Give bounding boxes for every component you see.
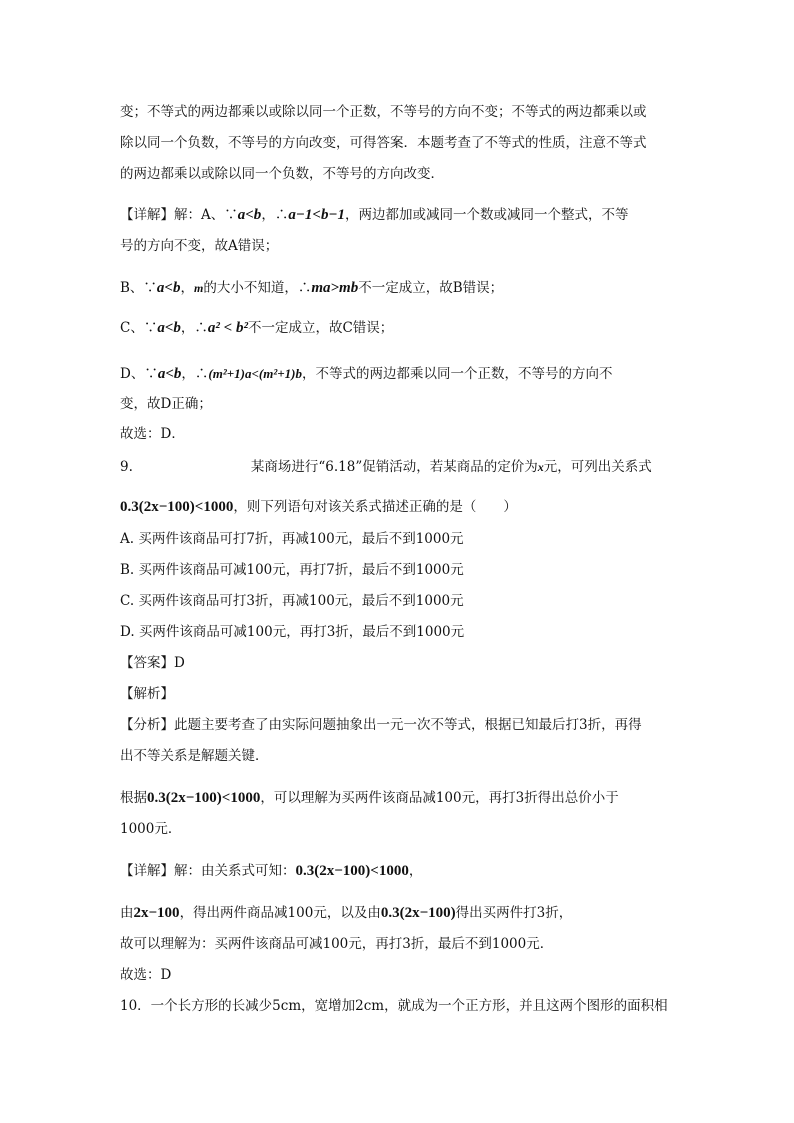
q9-detail-line — [120, 861, 422, 881]
comma: ， — [180, 280, 194, 296]
detail-c-head: C、 — [120, 320, 144, 336]
detail-b-line — [120, 278, 503, 298]
q9-so: 故可以理解为：买两件该商品可减100元，再打3折，最后不到1000元． — [120, 936, 554, 952]
q9-answer: 【答案】D — [120, 655, 185, 671]
detail-d-line-1 — [120, 364, 612, 384]
intro-line-3: 的两边都乘以或除以同一个负数，不等号的方向改变． — [120, 166, 444, 182]
detail-b-head: B、 — [120, 280, 144, 296]
comma: ， — [345, 207, 359, 223]
condition-a-lt-b: a<b — [157, 366, 182, 382]
detail-c-line — [120, 318, 393, 338]
result-d: (m²+1)a<(m²+1)b — [208, 366, 302, 381]
detail-b-text-mid: 的大小不知道， — [203, 280, 298, 296]
therefore-symbol: ∴ — [194, 320, 208, 336]
condition-a-lt-b: a<b — [237, 207, 262, 223]
detail-a-text-1: 两边都加或减同一个数或减同一个整式，不等 — [358, 207, 629, 223]
q9-option-d: D. 买两件该商品可减100元，再打3折，最后不到1000元 — [120, 624, 465, 640]
comma: ， — [181, 366, 195, 382]
because-symbol: ∵ — [224, 207, 238, 223]
q9-option-a: A. 买两件该商品可打7折，再减100元，最后不到1000元 — [120, 531, 464, 547]
q9-from-pre: 由 — [120, 905, 134, 921]
detail-a-head: 【详解】解：A、 — [120, 207, 225, 223]
condition-a-lt-b: a<b — [156, 280, 181, 296]
q9-basis-pre: 根据 — [120, 790, 147, 806]
detail-a-line-2: 号的方向不变，故A错误； — [120, 238, 279, 254]
q9-basis-line-1 — [120, 788, 619, 808]
q9-from-expr-2: 0.3(2x−100) — [380, 905, 456, 921]
q9-from-mid: ，得出两件商品减100元，以及由 — [179, 905, 381, 921]
therefore-symbol: ∴ — [274, 207, 289, 223]
q9-stem-2: ，则下列语句对该关系式描述正确的是（ ） — [233, 499, 517, 515]
q9-stem-text: 某商场进行“6.18”促销活动，若某商品的定价为 — [250, 459, 538, 475]
q9-basis-post: ，可以理解为买两件该商品减100元，再打3折得出总价小于 — [260, 790, 619, 806]
result-b: ma>mb — [311, 280, 359, 296]
condition-a-lt-b: a<b — [157, 320, 181, 336]
q9-analysis-title: 【解析】 — [120, 686, 174, 702]
q9-number: 9. — [120, 459, 133, 475]
q9-from-end: 得出买两件打3折， — [455, 905, 573, 921]
q9-option-b: B. 买两件该商品可减100元，再打7折，最后不到1000元 — [120, 562, 464, 578]
comma: ， — [261, 207, 275, 223]
because-symbol: ∵ — [143, 320, 158, 336]
q8-choice: 故选：D． — [120, 426, 185, 442]
q9-stem-line-1 — [120, 457, 652, 477]
q9-stem-end: 元，可列出关系式 — [543, 459, 652, 475]
intro-line-2: 除以同一个负数，不等号的方向改变，可得答案．本题考查了不等式的性质，注意不等式 — [120, 135, 647, 151]
because-symbol: ∵ — [143, 280, 157, 296]
detail-a-line-1 — [120, 205, 629, 225]
var-x: x — [537, 460, 544, 474]
detail-b-text-end: 不一定成立，故B错误； — [358, 280, 504, 296]
var-m: m — [193, 281, 204, 295]
result-a: a−1<b−1 — [288, 207, 346, 223]
q9-detail-formula: 0.3(2x−100)<1000 — [295, 863, 409, 879]
q9-option-c: C. 买两件该商品可打3折，再减100元，最后不到1000元 — [120, 593, 464, 609]
q9-basis-line-2: 1000元． — [120, 821, 182, 837]
q9-basis-formula: 0.3(2x−100)<1000 — [147, 790, 261, 806]
q9-detail-pre: 【详解】解：由关系式可知： — [120, 863, 296, 879]
q9-formula: 0.3(2x−100)<1000 — [120, 499, 234, 515]
therefore-symbol: ∴ — [297, 280, 312, 296]
q9-analysis-line-2: 出不等关系是解题关键． — [120, 748, 269, 764]
q9-from-line — [120, 903, 572, 923]
result-c: a² < b² — [207, 320, 248, 336]
detail-d-text-1: ，不等式的两边都乘以同一个正数，不等号的方向不 — [301, 366, 613, 382]
because-symbol: ∵ — [144, 366, 158, 382]
detail-d-line-2: 变，故D正确； — [120, 396, 212, 412]
comma: ， — [180, 320, 195, 336]
q9-detail-post: ， — [408, 863, 423, 879]
therefore-symbol: ∴ — [194, 366, 209, 382]
q9-stem-line-2 — [120, 497, 517, 517]
detail-c-text-end: 不一定成立，故C错误； — [247, 320, 394, 336]
q10-stem: 10．一个长方形的长减少5cm，宽增加2cm，就成为一个正方形，并且这两个图形的面积相 — [120, 998, 668, 1014]
q9-choice: 故选：D — [120, 967, 172, 983]
intro-line-1: 变；不等式的两边都乘以或除以同一个正数，不等号的方向不变；不等式的两边都乘以或 — [120, 104, 647, 120]
q9-from-expr: 2x−100 — [133, 905, 180, 921]
detail-d-head: D、 — [120, 366, 145, 382]
q9-analysis-line-1: 【分析】此题主要考查了由实际问题抽象出一元一次不等式，根据已知最后打3折，再得 — [120, 717, 642, 733]
